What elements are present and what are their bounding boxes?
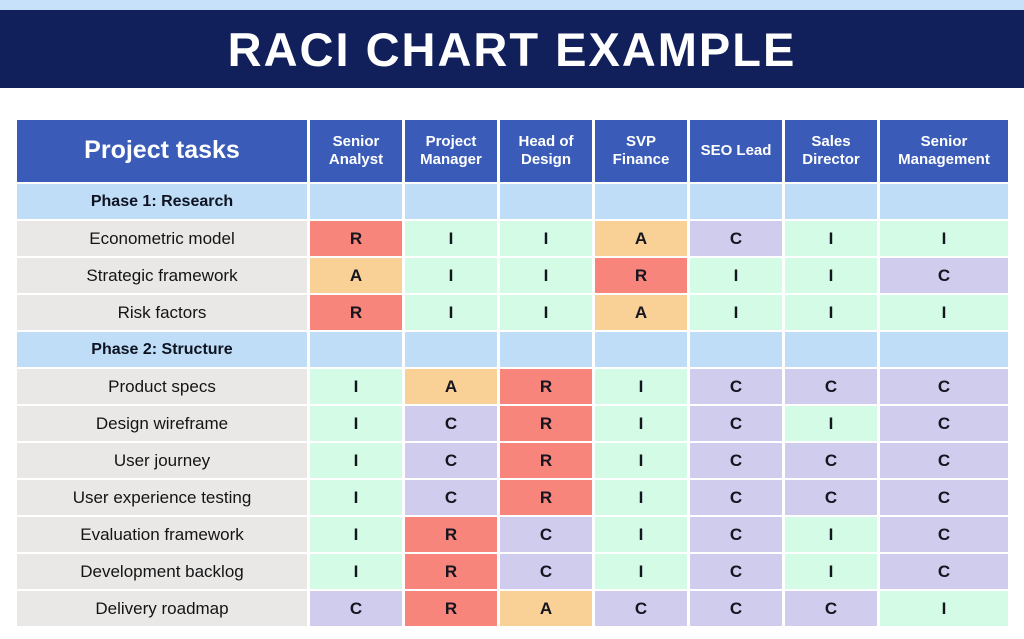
raci-cell-r: R (405, 591, 497, 626)
raci-cell-c: C (785, 480, 877, 515)
raci-cell-a: A (310, 258, 402, 293)
raci-cell-i: I (405, 221, 497, 256)
raci-cell-c: C (405, 406, 497, 441)
task-label: Risk factors (17, 295, 307, 330)
raci-cell-i: I (785, 406, 877, 441)
raci-cell-i: I (785, 221, 877, 256)
raci-cell-r: R (310, 295, 402, 330)
raci-cell-i: I (500, 221, 592, 256)
task-label: Design wireframe (17, 406, 307, 441)
raci-cell-i: I (405, 258, 497, 293)
raci-cell-r: R (310, 221, 402, 256)
empty-cell (595, 332, 687, 367)
task-label: Development backlog (17, 554, 307, 589)
empty-cell (595, 184, 687, 219)
raci-cell-c: C (690, 406, 782, 441)
raci-cell-a: A (405, 369, 497, 404)
column-header-sales-director: Sales Director (785, 120, 877, 182)
raci-cell-i: I (880, 591, 1008, 626)
raci-cell-r: R (500, 406, 592, 441)
raci-cell-c: C (690, 443, 782, 478)
raci-cell-i: I (595, 554, 687, 589)
empty-cell (880, 184, 1008, 219)
empty-cell (880, 332, 1008, 367)
raci-cell-i: I (690, 295, 782, 330)
raci-cell-c: C (690, 591, 782, 626)
raci-cell-i: I (785, 517, 877, 552)
column-header-head-of-design: Head of Design (500, 120, 592, 182)
banner (0, 10, 1024, 88)
column-header-senior-management: Senior Management (880, 120, 1008, 182)
raci-cell-c: C (880, 517, 1008, 552)
table-row (17, 443, 1008, 478)
raci-cell-i: I (500, 295, 592, 330)
raci-cell-c: C (500, 517, 592, 552)
task-label: Product specs (17, 369, 307, 404)
raci-cell-c: C (785, 369, 877, 404)
task-label: User journey (17, 443, 307, 478)
raci-cell-r: R (500, 369, 592, 404)
raci-cell-c: C (690, 221, 782, 256)
raci-cell-i: I (785, 295, 877, 330)
raci-cell-c: C (880, 406, 1008, 441)
column-header-svp-finance: SVP Finance (595, 120, 687, 182)
raci-cell-i: I (595, 517, 687, 552)
raci-cell-i: I (690, 258, 782, 293)
raci-cell-i: I (310, 369, 402, 404)
raci-cell-c: C (690, 480, 782, 515)
raci-cell-c: C (690, 369, 782, 404)
top-strip (0, 0, 1024, 10)
raci-cell-i: I (310, 517, 402, 552)
table-row (17, 295, 1008, 330)
raci-cell-c: C (405, 443, 497, 478)
raci-cell-i: I (880, 295, 1008, 330)
phase-label: Phase 1: Research (17, 184, 307, 219)
phase-row (17, 332, 1008, 367)
empty-cell (690, 184, 782, 219)
raci-cell-c: C (880, 480, 1008, 515)
empty-cell (500, 184, 592, 219)
raci-table (14, 118, 1011, 628)
raci-cell-r: R (405, 517, 497, 552)
column-header-senior-analyst: Senior Analyst (310, 120, 402, 182)
raci-cell-r: R (500, 480, 592, 515)
raci-cell-i: I (310, 480, 402, 515)
raci-cell-c: C (785, 443, 877, 478)
table-row (17, 221, 1008, 256)
raci-cell-c: C (310, 591, 402, 626)
empty-cell (785, 184, 877, 219)
table-row (17, 369, 1008, 404)
task-label: Delivery roadmap (17, 591, 307, 626)
empty-cell (690, 332, 782, 367)
raci-cell-i: I (785, 258, 877, 293)
raci-cell-c: C (405, 480, 497, 515)
raci-cell-a: A (595, 295, 687, 330)
raci-cell-c: C (595, 591, 687, 626)
empty-cell (405, 184, 497, 219)
task-label: Evaluation framework (17, 517, 307, 552)
raci-cell-c: C (690, 517, 782, 552)
phase-row (17, 184, 1008, 219)
raci-cell-c: C (880, 443, 1008, 478)
raci-cell-i: I (785, 554, 877, 589)
raci-cell-i: I (310, 554, 402, 589)
raci-cell-c: C (690, 554, 782, 589)
task-label: Econometric model (17, 221, 307, 256)
empty-cell (310, 184, 402, 219)
raci-cell-i: I (500, 258, 592, 293)
header-row (17, 120, 1008, 182)
raci-table-container (0, 88, 1024, 628)
raci-cell-r: R (595, 258, 687, 293)
empty-cell (500, 332, 592, 367)
raci-cell-c: C (880, 369, 1008, 404)
table-row (17, 480, 1008, 515)
raci-cell-i: I (595, 443, 687, 478)
raci-cell-a: A (500, 591, 592, 626)
raci-cell-i: I (310, 443, 402, 478)
raci-cell-i: I (595, 369, 687, 404)
empty-cell (785, 332, 877, 367)
table-row (17, 554, 1008, 589)
raci-cell-r: R (500, 443, 592, 478)
raci-cell-c: C (880, 554, 1008, 589)
raci-cell-i: I (880, 221, 1008, 256)
raci-cell-c: C (785, 591, 877, 626)
phase-label: Phase 2: Structure (17, 332, 307, 367)
column-header-project-manager: Project Manager (405, 120, 497, 182)
raci-cell-i: I (595, 480, 687, 515)
raci-cell-i: I (595, 406, 687, 441)
table-row (17, 406, 1008, 441)
page-title: RACI CHART EXAMPLE (227, 22, 797, 76)
raci-cell-c: C (500, 554, 592, 589)
raci-cell-i: I (310, 406, 402, 441)
table-row (17, 591, 1008, 626)
empty-cell (405, 332, 497, 367)
column-header-project-tasks: Project tasks (17, 120, 307, 182)
raci-cell-r: R (405, 554, 497, 589)
task-label: Strategic framework (17, 258, 307, 293)
raci-cell-i: I (405, 295, 497, 330)
task-label: User experience testing (17, 480, 307, 515)
table-row (17, 517, 1008, 552)
table-row (17, 258, 1008, 293)
column-header-seo-lead: SEO Lead (690, 120, 782, 182)
raci-cell-c: C (880, 258, 1008, 293)
raci-cell-a: A (595, 221, 687, 256)
empty-cell (310, 332, 402, 367)
